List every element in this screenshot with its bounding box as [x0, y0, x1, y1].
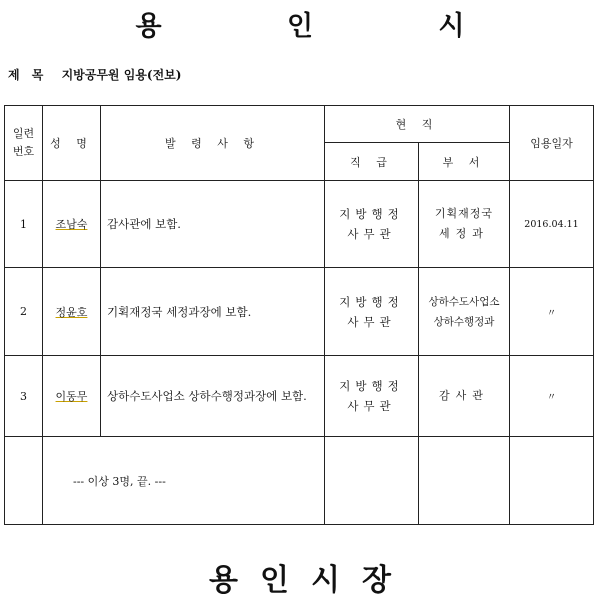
subject-label: 제 목	[8, 68, 48, 82]
row-name: 조남숙	[43, 181, 101, 268]
header-num: 일련 번호	[5, 106, 43, 181]
row-date: 〃	[510, 268, 594, 356]
header-action: 발 령 사 항	[101, 106, 325, 181]
row-num: 1	[5, 181, 43, 268]
row-date: 2016.04.11	[510, 181, 594, 268]
header-grade: 직 급	[325, 143, 419, 181]
header-dept: 부 서	[419, 143, 510, 181]
row-date: 〃	[510, 356, 594, 437]
table-row	[5, 356, 594, 437]
row-grade: 지방행정 사무관	[325, 268, 419, 356]
row-action: 기획재정국 세정과장에 보함.	[101, 268, 325, 356]
subject-line	[8, 66, 181, 83]
row-grade: 지방행정 사무관	[325, 181, 419, 268]
closing-text: --- 이상 3명, 끝. ---	[43, 437, 325, 525]
row-name: 정윤호	[43, 268, 101, 356]
appointment-table	[4, 105, 594, 525]
row-grade: 지방행정 사무관	[325, 356, 419, 437]
row-dept: 기획재정국 세정과	[419, 181, 510, 268]
empty-cell	[325, 437, 419, 525]
subject-text: 지방공무원 임용(전보)	[61, 68, 182, 82]
table-row	[5, 181, 594, 268]
row-action: 상하수도사업소 상하수행정과장에 보함.	[101, 356, 325, 437]
table-row	[5, 268, 594, 356]
header-date: 임용일자	[510, 106, 594, 181]
row-name: 이동무	[43, 356, 101, 437]
row-num: 2	[5, 268, 43, 356]
issuer-signature: 용인시장	[209, 563, 413, 598]
row-num: 3	[5, 356, 43, 437]
document-title: 용 인 시	[135, 11, 523, 42]
empty-cell	[510, 437, 594, 525]
header-current-position: 현 직	[325, 106, 510, 143]
empty-cell	[5, 437, 43, 525]
row-dept: 상하수도사업소 상하수행정과	[419, 268, 510, 356]
empty-cell	[419, 437, 510, 525]
row-dept: 감사관	[419, 356, 510, 437]
table-row	[5, 437, 594, 525]
header-name: 성 명	[43, 106, 101, 181]
row-action: 감사관에 보함.	[101, 181, 325, 268]
